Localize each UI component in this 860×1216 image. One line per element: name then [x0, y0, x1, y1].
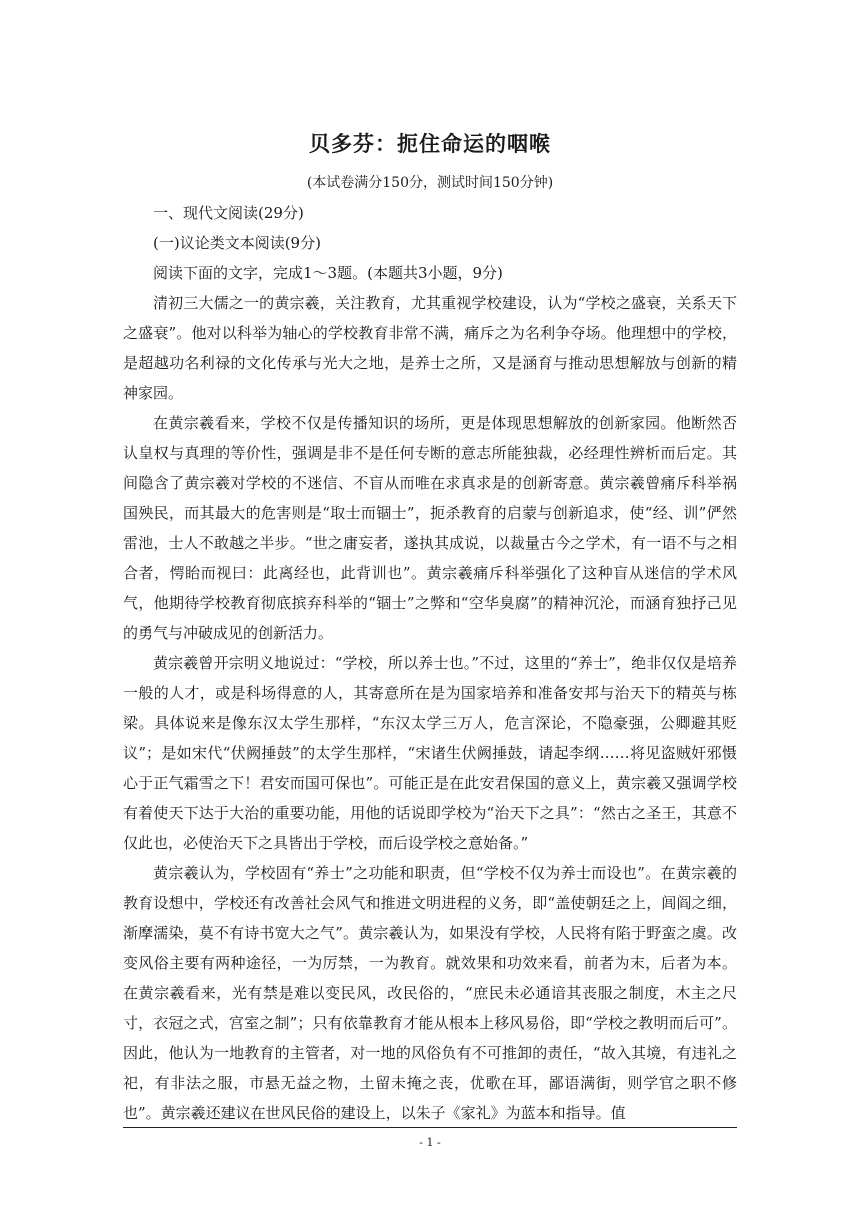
- section-heading: 一、现代文阅读(29分): [153, 204, 304, 222]
- paragraph-2: 在黄宗羲看来，学校不仅是传播知识的场所，更是体现思想解放的创新家园。他断然否认皇权与真理的等价性，强调是非不是任何专断的意志所能独裁，必经理性辨析而后定。其间隐含了黄宗羲对学校的不迷信、不盲从而唯在求真求是的创新寄意。黄宗羲曾痛斥科举祸国殃民，而其最大的危害则是“取士而锢士”，扼杀教育的启蒙与创新追求，使“经、训”俨然雷池，士人不敢越之半步。“世之庸妄者，遂执其成说，以裁量古今之学术，有一语不与之相合者，愕眙而视曰：此离经也，此背训也”。黄宗羲痛斥科举强化了这种盲从迷信的学术风气，他期待学校教育彻底摈弃科举的“锢士”之弊和“空华臭腐”的精神沉沦，而涵育独抒己见的勇气与冲破成见的创新活力。: [123, 414, 737, 642]
- footer-divider: [123, 1127, 737, 1128]
- document-body: [123, 198, 737, 1128]
- paragraph-3: 黄宗羲曾开宗明义地说过：“学校，所以养士也。”不过，这里的“养士”，绝非仅仅是培养一般的人才，或是科场得意的人，其寄意所在是为国家培养和准备安邦与治天下的精英与栋梁。具体说来是像东汉太学生那样，“东汉太学三万人，危言深论，不隐豪强，公卿避其贬议”；是如宋代“伏阙捶鼓”的太学生那样，“宋诸生伏阙捶鼓，请起李纲……将见盗贼奸邪慑心于正气霜雪之下！君安而国可保也”。可能正是在此安君保国的意义上，黄宗羲又强调学校有着使天下达于大治的重要功能，用他的话说即学校为“治天下之具”：“然古之圣王，其意不仅此也，必使治天下之具皆出于学校，而后设学校之意始备。”: [123, 654, 737, 852]
- paragraph-4: 黄宗羲认为，学校固有“养士”之功能和职责，但“学校不仅为养士而设也”。在黄宗羲的教育设想中，学校还有改善社会风气和推进文明进程的义务，即“盖使朝廷之上，闾阎之细，渐摩濡染，莫不有诗书宽大之气”。黄宗羲认为，如果没有学校，人民将有陷于野蛮之虞。改变风俗主要有两种途径，一为厉禁，一为教育。就效果和功效来看，前者为末，后者为本。在黄宗羲看来，光有禁是难以变民风，改民俗的，“庶民未必通谙其丧服之制度，木主之尺寸，衣冠之式，宫室之制”；只有依靠教育才能从根本上移风易俗，即“学校之教明而后可”。因此，他认为一地教育的主管者，对一地的风俗负有不可推卸的责任，“故入其境，有违礼之祀，有非法之服，市悬无益之物，土留未掩之丧，优歌在耳，鄙语满街，则学官之职不修也”。黄宗羲还建议在世风民俗的建设上，以朱子《家礼》为蓝本和指导。值: [123, 864, 737, 1122]
- paragraph-1: 清初三大儒之一的黄宗羲，关注教育，尤其重视学校建设，认为“学校之盛衰，关系天下之盛衰”。他对以科举为轴心的学校教育非常不满，痛斥之为名利争夺场。他理想中的学校，是超越功名利禄的文化传承与光大之地，是养士之所，又是涵育与推动思想解放与创新的精神家园。: [123, 294, 737, 402]
- exam-info: (本试卷满分150分，测试时间150分钟): [306, 175, 554, 191]
- page-number: - 1 -: [419, 1136, 441, 1149]
- instruction-text: 阅读下面的文字，完成1～3题。(本题共3小题，9分): [153, 264, 503, 282]
- subsection-heading: (一)议论类文本阅读(9分): [153, 234, 321, 252]
- document-title: 贝多芬：扼住命运的咽喉: [309, 131, 551, 156]
